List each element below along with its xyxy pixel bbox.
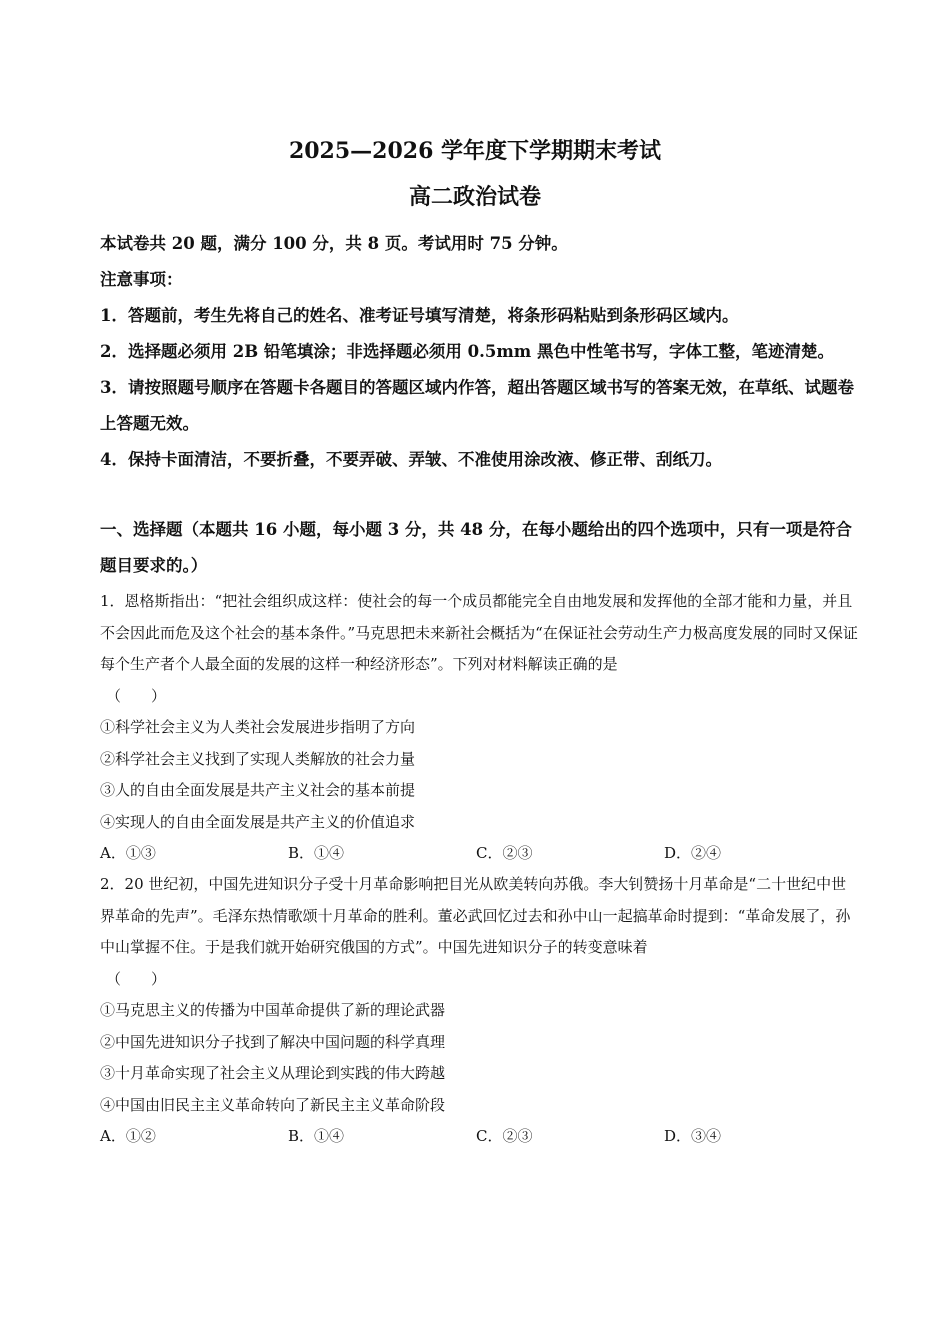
statement-option: ③人的自由全面发展是共产主义社会的基本前提 xyxy=(100,781,416,799)
question-stem: 2．20 世纪初，中国先进知识分子受十月革命影响把目光从欧美转向苏俄。李大钊赞扬十月革命是“二十世纪中世界革命的先声”。毛泽东热情歌颂十月革命的胜利。董必武回忆过去和孙中山一起搞革命时提到：“革命发展了，孙中山掌握不住。于是我们就开始研究俄国的方式”。中国先进知识分子的转变意味着 xyxy=(100,875,851,956)
statement-option: ④中国由旧民主主义革命转向了新民主主义革命阶段 xyxy=(100,1095,446,1114)
answer-paren: （ ） xyxy=(106,969,167,988)
section-heading-block xyxy=(100,512,860,584)
question-stem: 1．恩格斯指出：“把社会组织成这样：使社会的每一个成员都能完全自由地发展和发挥他的全部才能和力量，并且不会因此而危及这个社会的基本条件。”马克思把未来新社会概括为“在保证社会劳动生产力极高度发展的同时又保证每个生产者个人最全面的发展的这样一种经济形态”。下列对材料解读正确的是 xyxy=(100,592,858,673)
statement-option: ④实现人的自由全面发展是共产主义的价值追求 xyxy=(100,812,416,831)
note-item-3: 3．请按照题号顺序在答题卡各题目的答题区域内作答，超出答题区域书写的答案无效，在草纸、试题卷上答题无效。 xyxy=(100,378,854,433)
choice-c: C．②③ xyxy=(476,1127,533,1145)
notes-label: 注意事项： xyxy=(100,270,183,289)
exam-subtitle: 高二政治试卷 xyxy=(408,184,541,210)
statement-option: ②科学社会主义找到了实现人类解放的社会力量 xyxy=(100,749,416,768)
choice-b: B．①④ xyxy=(288,844,345,862)
statement-option: ①科学社会主义为人类社会发展进步指明了方向 xyxy=(100,718,416,736)
section-heading: 一、选择题（本题共 16 小题，每小题 3 分，共 48 分，在每小题给出的四个选项中，只有一项是符合题目要求的。） xyxy=(100,520,852,575)
choice-c: C．②③ xyxy=(476,844,533,862)
note-item-1: 1．答题前，考生先将自己的姓名、准考证号填写清楚，将条形码粘贴到条形码区域内。 xyxy=(100,306,739,325)
exam-title: 2025—2026 学年度下学期期末考试 xyxy=(288,138,662,164)
choice-d: D．③④ xyxy=(664,1127,722,1145)
choice-a: A．①③ xyxy=(100,844,156,862)
choice-b: B．①④ xyxy=(288,1127,345,1145)
answer-choices xyxy=(100,1121,860,1153)
statement-option: ①马克思主义的传播为中国革命提供了新的理论武器 xyxy=(100,1001,446,1019)
answer-choices xyxy=(100,838,860,870)
instructions-block xyxy=(100,226,860,478)
exam-summary: 本试卷共 20 题，满分 100 分，共 8 页。考试用时 75 分钟。 xyxy=(100,234,568,253)
statement-option: ③十月革命实现了社会主义从理论到实践的伟大跨越 xyxy=(100,1064,446,1082)
choice-a: A．①② xyxy=(100,1127,156,1145)
statement-option: ②中国先进知识分子找到了解决中国问题的科学真理 xyxy=(100,1032,446,1051)
note-item-2: 2．选择题必须用 2B 铅笔填涂；非选择题必须用 0.5mm 黑色中性笔书写，字体工整，笔迹清楚。 xyxy=(100,342,835,361)
choice-d: D．②④ xyxy=(664,844,722,862)
question-2 xyxy=(100,869,860,1153)
answer-paren: （ ） xyxy=(106,686,167,705)
note-item-4: 4．保持卡面清洁，不要折叠，不要弄破、弄皱、不准使用涂改液、修正带、刮纸刀。 xyxy=(100,450,722,469)
question-1 xyxy=(100,586,860,870)
